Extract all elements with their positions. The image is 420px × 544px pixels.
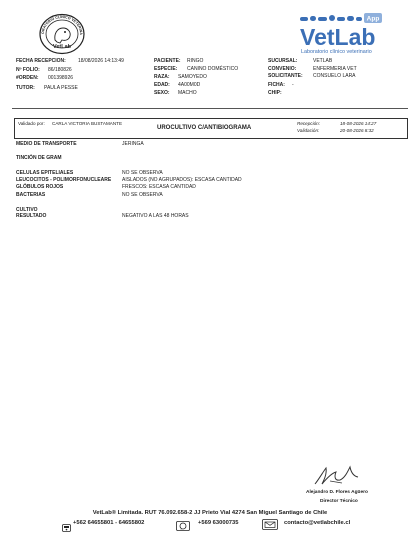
whatsapp-icon [176, 518, 190, 528]
especie-label: ESPECIE: [154, 66, 178, 72]
ficha-label: FICHA: [268, 82, 285, 88]
footer-whatsapp[interactable]: +569 63000735 [198, 520, 239, 526]
sexo-value: MACHO [178, 90, 197, 96]
orden-label: #ORDEN: [16, 75, 39, 81]
resultado-label: RESULTADO [16, 213, 47, 219]
solicitante-label: SOLICITANTE: [268, 73, 303, 79]
fecha-value: 18/08/2026 14:13:49 [78, 58, 124, 64]
tutor-label: TUTOR: [16, 85, 35, 91]
seal-bottom-text: VetLab [52, 44, 72, 50]
fecha-label: FECHA RECEPCION: [16, 58, 66, 64]
validacion-label: Validación: [297, 128, 320, 133]
validado-value: CARLA VICTORIA BUSTAMANTE [52, 121, 123, 126]
footer-company: VetLab® Limitada. RUT 76.092.658-2 JJ Prieto Vial 4274 San Miguel Santiago de Chile [92, 510, 328, 516]
ficha-value: - [292, 82, 294, 88]
email-icon [262, 517, 278, 528]
raza-label: RAZA: [154, 74, 170, 80]
leucocitos-value: AISLADOS (NO AGRUPADOS): ESCASA CANTIDAD [122, 177, 242, 183]
brand-subtitle: Laboratorio clínico veterinario [301, 49, 372, 55]
cultivo-label: CULTIVO [16, 207, 38, 213]
brand-name: VetLab [300, 24, 376, 50]
validacion-value: 20-08-2026 8:32 [340, 128, 374, 133]
paciente-label: PACIENTE: [154, 58, 181, 64]
header-divider [12, 108, 408, 109]
especie-value: CANINO DOMÉSTICO [187, 66, 239, 72]
tincion-label: TINCIÓN DE GRAM [16, 155, 62, 161]
raza-value: SAMOYEDO [178, 74, 207, 80]
laboratory-seal-logo [38, 13, 86, 55]
svg-text:LABORATORIO CLINICO VETERINARI [38, 13, 83, 35]
paciente-value: RINGO [187, 58, 204, 64]
convenio-label: CONVENIO: [268, 66, 297, 72]
celulas-label: CELULAS EPITELIALES [16, 170, 74, 176]
signature-image [312, 462, 360, 488]
bacterias-value: NO SE OBSERVA [122, 192, 163, 198]
signer-name: Alejandro D. Flores Agüero [306, 490, 368, 495]
folio-value: 86/180826 [48, 67, 72, 73]
footer-email[interactable]: contacto@vetlabchile.cl [284, 520, 351, 526]
convenio-value: ENFERMERIA VET [313, 66, 357, 72]
globulos-label: GLÓBULOS ROJOS [16, 184, 64, 190]
resultado-value: NEGATIVO A LAS 48 HORAS [122, 213, 189, 219]
medio-value: JERINGA [122, 141, 144, 147]
edad-value: 4A00M0D [178, 82, 201, 88]
recepcion-label: Recepción: [297, 121, 320, 126]
orden-value: 001398926 [48, 75, 74, 81]
brand-app-badge: App [366, 15, 380, 23]
bacterias-label: BACTERIAS [16, 192, 46, 198]
seal-arc-text: ORATORIO CLINICO VETERINA [40, 14, 84, 36]
edad-label: EDAD: [154, 82, 170, 88]
sucursal-label: SUCURSAL: [268, 58, 298, 64]
medio-label: MEDIO DE TRANSPORTE [16, 141, 77, 147]
folio-label: Nº FOLIO: [16, 67, 40, 73]
globulos-value: FRESCOS: ESCASA CANTIDAD [122, 184, 196, 190]
sucursal-value: VETLAB [313, 58, 333, 64]
solicitante-value: CONSUELO LARA [313, 73, 356, 79]
signer-role: Director Técnico [320, 499, 358, 504]
footer-phones[interactable]: +562 64655801 - 64655802 [73, 520, 145, 526]
exam-header-box [14, 118, 408, 139]
sexo-label: SEXO: [154, 90, 170, 96]
recepcion-value: 18-08-2026 14:27 [340, 121, 377, 126]
exam-title: UROCULTIVO C/ANTIBIOGRAMA [157, 125, 252, 131]
validado-label: Validado por: [18, 121, 45, 126]
phone-icon [62, 519, 71, 527]
celulas-value: NO SE OBSERVA [122, 170, 163, 176]
chip-label: CHIP: [268, 90, 282, 96]
tutor-value: PAULA PESSE [44, 85, 78, 91]
vetlab-brand-logo [298, 12, 384, 56]
leucocitos-label: LEUCOCITOS - POLIMORFONUCLEARE [16, 177, 112, 183]
